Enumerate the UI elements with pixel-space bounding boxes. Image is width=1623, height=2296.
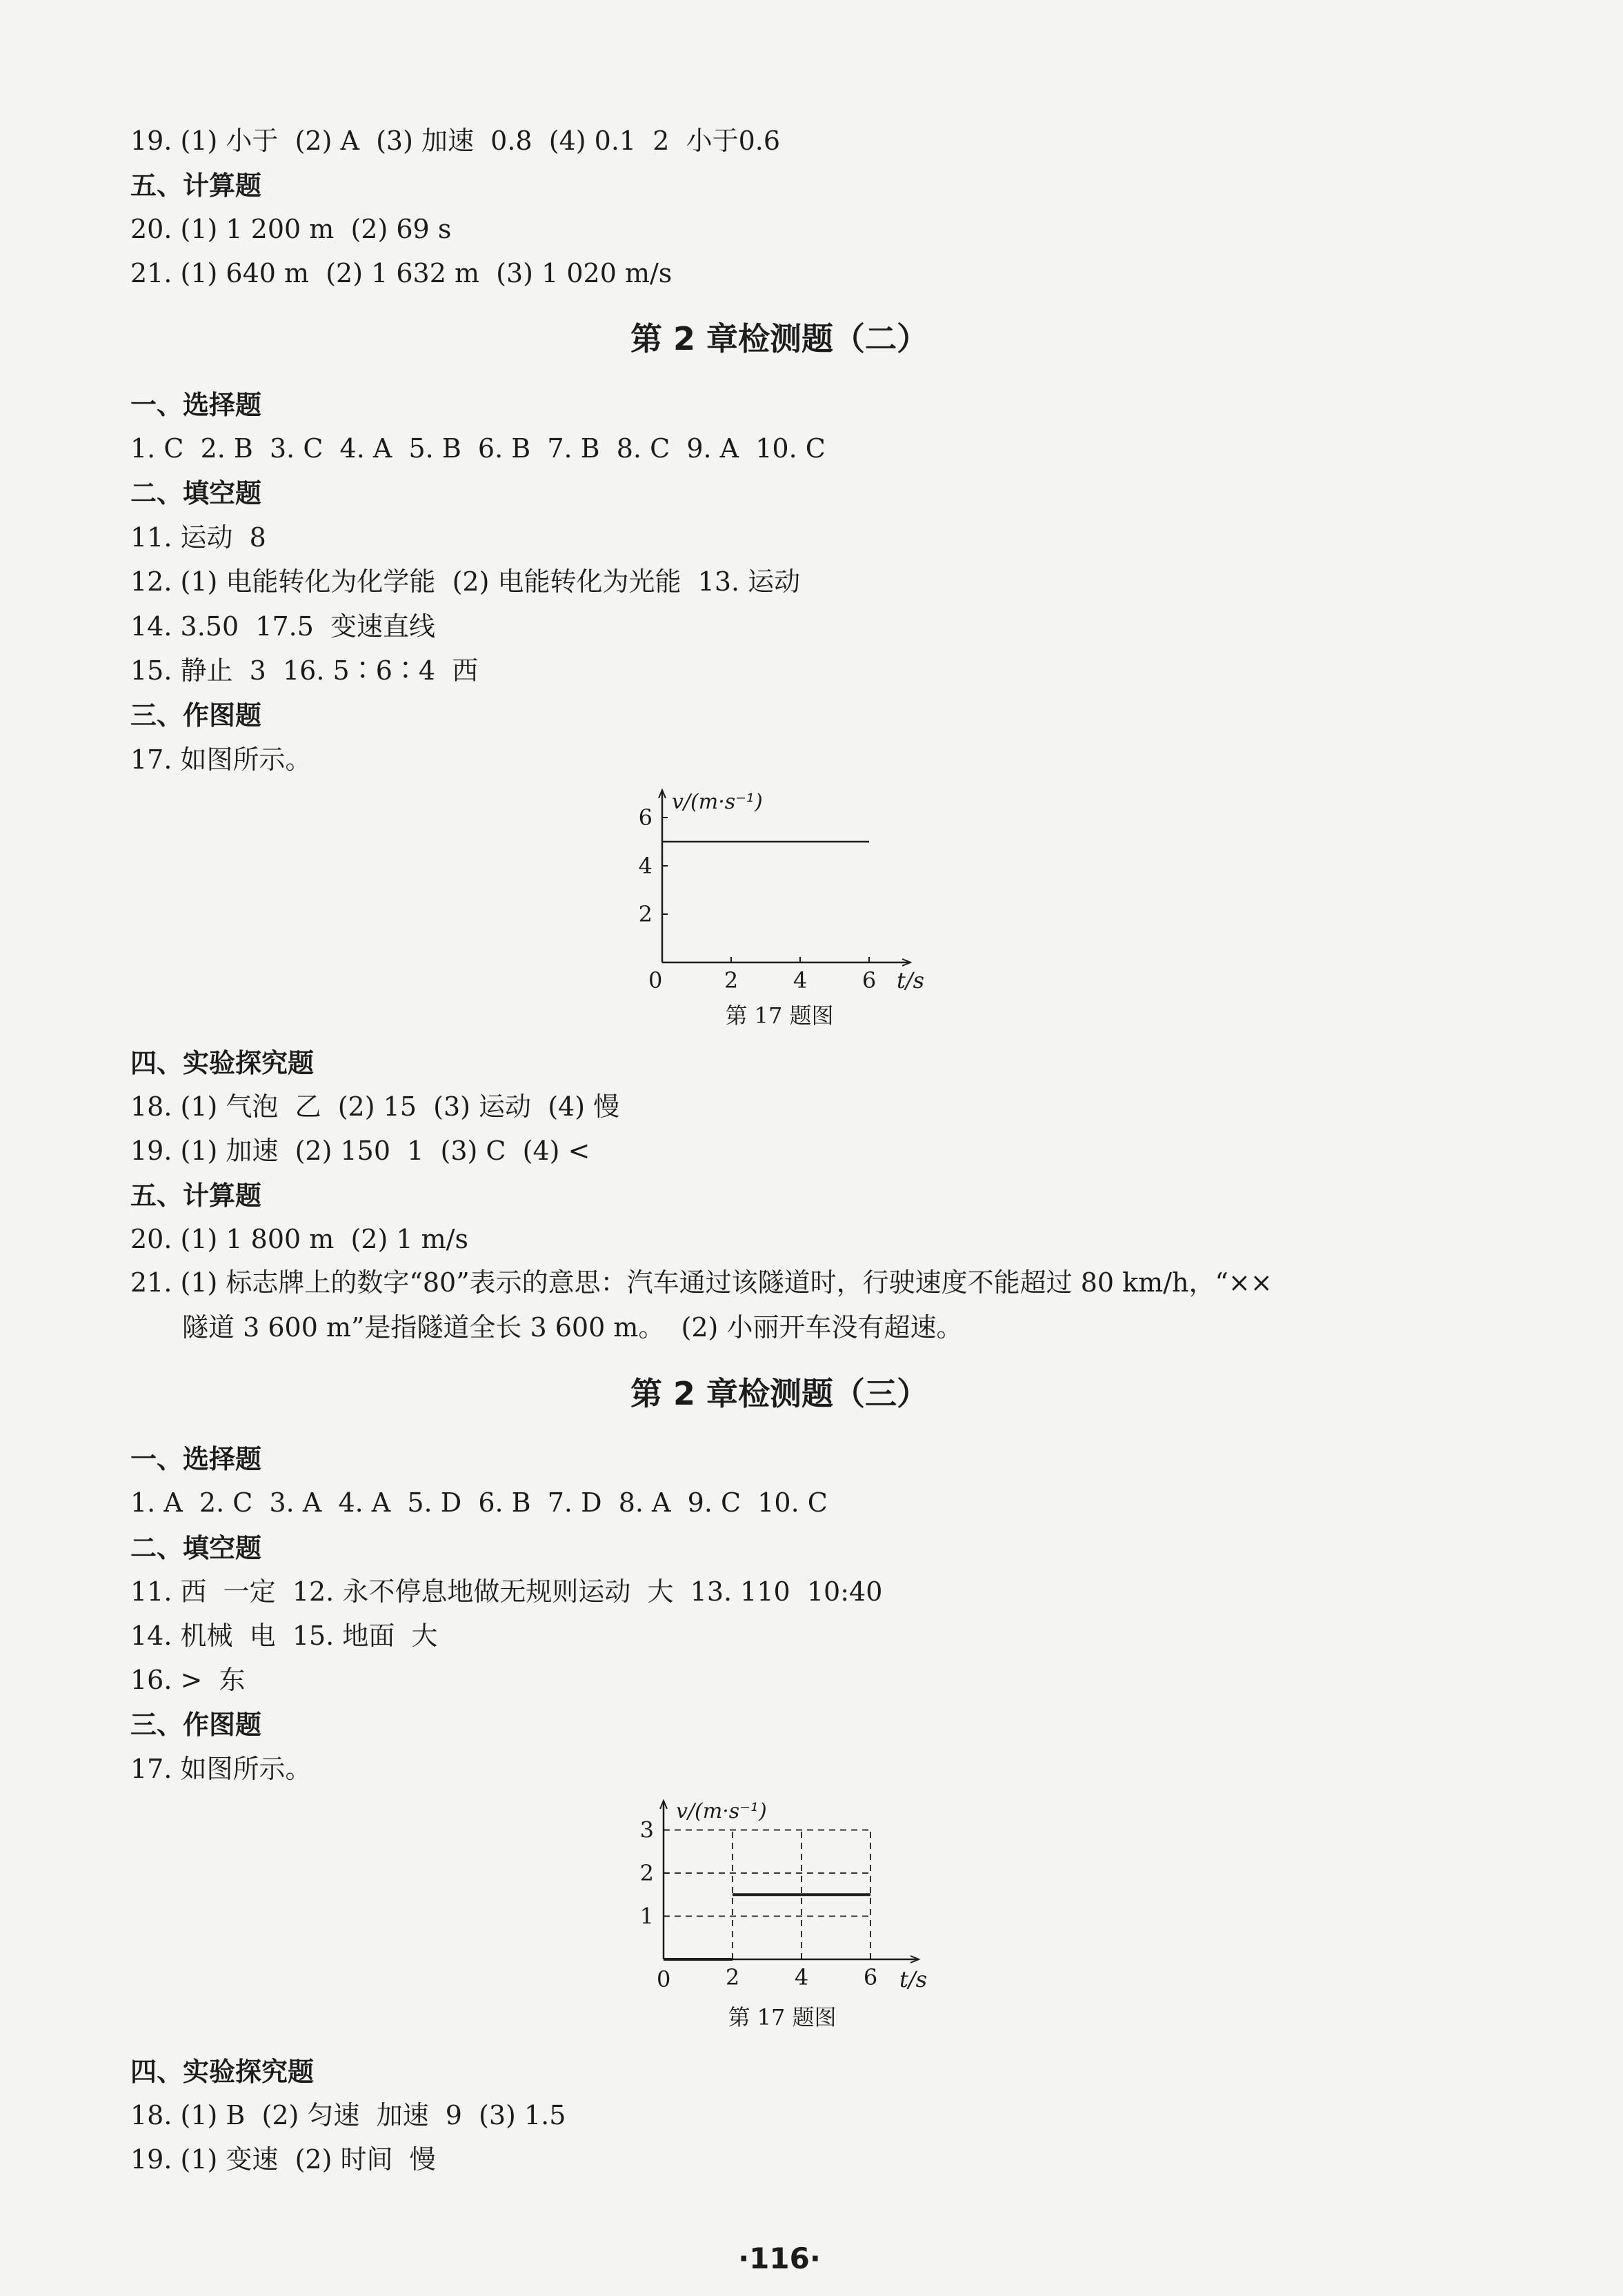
answer-line: 16. > 东 xyxy=(130,1665,246,1695)
section-heading: 二、填空题 xyxy=(130,1533,262,1563)
answer-line: 21. (1) 640 m (2) 1 632 m (3) 1 020 m/s xyxy=(130,258,673,288)
x-tick-label: 6 xyxy=(862,967,877,993)
answer-line: 12. (1) 电能转化为化学能 (2) 电能转化为光能 13. 运动 xyxy=(130,566,801,597)
section-heading: 三、作图题 xyxy=(130,1710,262,1740)
x-tick-label: 4 xyxy=(793,967,808,993)
answer-line: 19. (1) 加速 (2) 150 1 (3) C (4) < xyxy=(130,1136,590,1166)
y-axis-label: v/(m·s⁻¹) xyxy=(672,790,763,814)
y-tick-label: 2 xyxy=(638,901,653,927)
section-heading: 二、填空题 xyxy=(130,478,262,508)
section-heading: 三、作图题 xyxy=(130,700,262,731)
y-axis-label: v/(m·s⁻¹) xyxy=(676,1799,767,1823)
answer-line: 15. 静止 3 16. 5∶6∶4 西 xyxy=(130,655,479,686)
section-heading: 一、选择题 xyxy=(130,1444,262,1474)
answer-line: 20. (1) 1 200 m (2) 69 s xyxy=(130,214,452,244)
answer-line: 20. (1) 1 800 m (2) 1 m/s xyxy=(130,1224,468,1254)
y-tick-label: 4 xyxy=(638,853,653,879)
x-tick-label: 2 xyxy=(725,1964,740,1990)
velocity-time-graph-2 xyxy=(621,1787,952,2042)
figure-caption: 第 17 题图 xyxy=(725,1002,834,1029)
chapter-title: 第 2 章检测题（三） xyxy=(630,1375,929,1412)
x-tick-label: 4 xyxy=(794,1964,809,1990)
figure-caption: 第 17 题图 xyxy=(728,2004,837,2030)
velocity-time-graph-1 xyxy=(621,776,952,1031)
y-tick-label: 3 xyxy=(639,1817,654,1843)
answer-line: 19. (1) 小于 (2) A (3) 加速 0.8 (4) 0.1 2 小于0.6 xyxy=(130,126,781,156)
answer-line: 18. (1) B (2) 匀速 加速 9 (3) 1.5 xyxy=(130,2100,566,2130)
y-tick-label: 2 xyxy=(639,1860,654,1886)
section-heading: 四、实验探究题 xyxy=(130,2057,315,2087)
y-tick-label: 1 xyxy=(639,1903,654,1930)
section-heading: 一、选择题 xyxy=(130,390,262,420)
answer-line: 17. 如图所示。 xyxy=(130,1754,312,1784)
answer-line: 11. 西 一定 12. 永不停息地做无规则运动 大 13. 110 10:40 xyxy=(130,1576,883,1607)
page-number: ·116· xyxy=(738,2241,821,2275)
x-axis-label: t/s xyxy=(899,1966,928,1992)
origin-label: 0 xyxy=(648,967,663,993)
section-heading: 五、计算题 xyxy=(130,1180,262,1211)
answer-line: 17. 如图所示。 xyxy=(130,744,312,775)
y-tick-label: 6 xyxy=(638,804,653,831)
answer-line: 隧道 3 600 m”是指隧道全长 3 600 m。 (2) 小丽开车没有超速。 xyxy=(182,1312,963,1343)
answer-line: 18. (1) 气泡 乙 (2) 15 (3) 运动 (4) 慢 xyxy=(130,1091,620,1122)
answer-line: 21. (1) 标志牌上的数字“80”表示的意思：汽车通过该隧道时，行驶速度不能超过 80 km/h，“×× xyxy=(130,1267,1273,1298)
section-heading: 五、计算题 xyxy=(130,170,262,201)
answer-line: 19. (1) 变速 (2) 时间 慢 xyxy=(130,2144,436,2175)
origin-label: 0 xyxy=(657,1966,671,1992)
x-tick-label: 6 xyxy=(863,1964,878,1990)
section-heading: 四、实验探究题 xyxy=(130,1048,315,1078)
chapter-title: 第 2 章检测题（二） xyxy=(630,320,929,357)
x-axis-label: t/s xyxy=(897,967,925,993)
answer-line: 11. 运动 8 xyxy=(130,522,266,553)
answer-line: 14. 机械 电 15. 地面 大 xyxy=(130,1621,438,1651)
answer-line: 14. 3.50 17.5 变速直线 xyxy=(130,611,436,642)
x-tick-label: 2 xyxy=(724,967,739,993)
answer-line: 1. A 2. C 3. A 4. A 5. D 6. B 7. D 8. A 9. C 10. C xyxy=(130,1487,828,1518)
answer-line: 1. C 2. B 3. C 4. A 5. B 6. B 7. B 8. C 9. A 10. C xyxy=(130,433,826,464)
